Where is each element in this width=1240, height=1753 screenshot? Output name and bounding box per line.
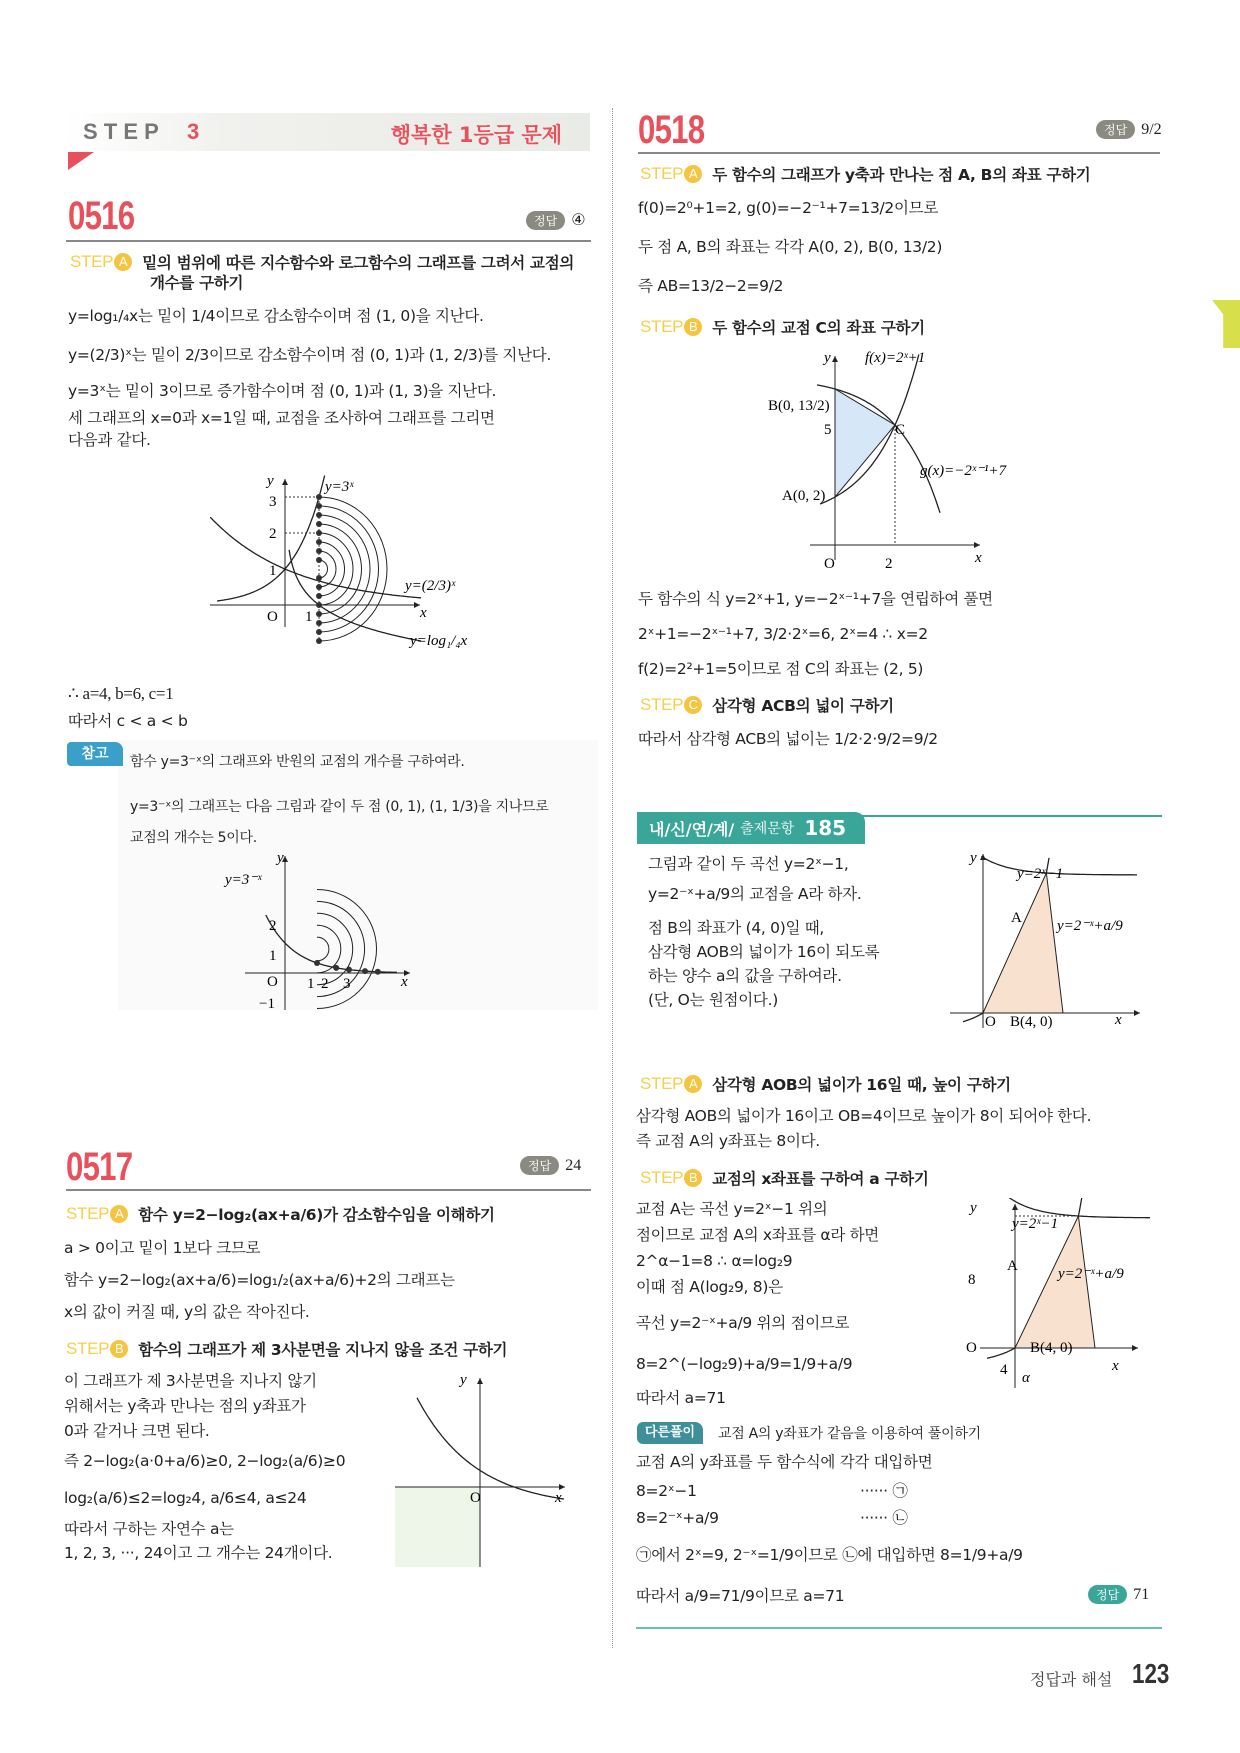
step-label: S T E P (83, 119, 159, 144)
text-line: 세 그래프의 x=0과 x=1일 때, 교점을 조사하여 그래프를 그리면 (68, 409, 495, 427)
tick-2: 2 (269, 918, 277, 934)
tick-x2: 2 (321, 976, 329, 992)
semicircle (317, 937, 329, 961)
origin-label: O (267, 609, 278, 625)
problem-line: 그림과 같이 두 곡선 y=2ˣ−1, (648, 855, 849, 873)
axis-label-x: x (1112, 1358, 1119, 1374)
column-divider (612, 108, 613, 1648)
problem-line: (단, O는 원점이다.) (648, 991, 778, 1009)
graph-note (215, 848, 435, 1013)
text-line: x의 값이 커질 때, y의 값은 작아진다. (64, 1303, 310, 1321)
tick-x2: 2 (885, 556, 893, 572)
step-title: 삼각형 AOB의 넓이가 16일 때, 높이 구하기 (712, 1076, 1011, 1094)
step-b: STEP B 두 함수의 교점 C의 좌표 구하기 (640, 317, 925, 337)
answer (1096, 120, 1162, 139)
answer (520, 1156, 581, 1175)
axis-label-y: y (824, 350, 831, 366)
answer (526, 210, 586, 230)
problem-line: 점 B의 좌표가 (4, 0)일 때, (648, 919, 825, 937)
tick-x1: 1 (305, 609, 313, 625)
step-title: 함수 y=2−log₂(ax+a/6)가 감소함수임을 이해하기 (138, 1206, 495, 1224)
text-line: 교점 A는 곡선 y=2ˣ−1 위의 (636, 1200, 828, 1218)
text-line: 8=2ˣ−1 (636, 1482, 697, 1500)
answer-badge: 정답 (526, 211, 565, 230)
axis-label-y: y (460, 1372, 467, 1388)
text-line: y=3ˣ는 밑이 3이므로 증가함수이며 점 (0, 1)과 (1, 3)을 지난다. (68, 382, 497, 400)
text-line: f(0)=2⁰+1=2, g(0)=−2⁻¹+7=13/2이므로 (638, 199, 939, 217)
point-a-label: A (1007, 1258, 1018, 1274)
step-title: 교점의 x좌표를 구하여 a 구하기 (712, 1170, 929, 1188)
answer-value: 71 (1133, 1585, 1150, 1603)
teal-rule (636, 1627, 1162, 1629)
graph-0516 (205, 475, 505, 655)
note-question: 함수 y=3⁻ˣ의 그래프와 반원의 교점의 개수를 구하여라. (130, 754, 465, 770)
graph-185-solution (940, 1198, 1150, 1393)
axis-label-y: y (267, 475, 274, 489)
alpha-label: α (1022, 1370, 1030, 1386)
text-line: y=(2/3)ˣ는 밑이 2/3이므로 감소함수이며 점 (0, 1)과 (1, 2/3)를 지난다. (68, 346, 552, 364)
point-b-label: B(0, 13/2) (768, 398, 830, 414)
curve-2negx (1003, 1198, 1151, 1218)
text-line: 즉 AB=13/2−2=9/2 (638, 277, 784, 295)
step-b: STEP B 함수의 그래프가 제 3사분면을 지나지 않을 조건 구하기 (66, 1339, 508, 1359)
point-a-label: A(0, 2) (782, 488, 826, 504)
origin-label: O (966, 1340, 977, 1356)
label-23x: y=(2/3)ˣ (405, 578, 456, 594)
tick-1: 1 (269, 563, 277, 579)
alt-solution-title: 교점 A의 y좌표가 같음을 이용하여 풀이하기 (718, 1426, 981, 1442)
f1-label: y=2ˣ−1 (1012, 1216, 1059, 1232)
banner-sub: 출제문항 (740, 821, 795, 837)
text-line: 위해서는 y축과 만나는 점의 y좌표가 (64, 1397, 306, 1415)
result-line: ∴ a=4, b=6, c=1 (68, 684, 174, 703)
point-c-label: C (895, 422, 906, 438)
banner-title: 내/신/연/계/ (649, 819, 735, 839)
axis-label-x: x (555, 1490, 562, 1506)
text-line: log₂(a/6)≤2=log₂4, a/6≤4, a≤24 (64, 1489, 307, 1507)
note-badge: 참고 (67, 742, 123, 766)
text-line: 따라서 a=71 (636, 1389, 726, 1407)
axis-label-y: y (970, 850, 977, 866)
triangle-aob (983, 873, 1063, 1013)
step-title-cont: 개수를 구하기 (150, 274, 244, 292)
text-line: 두 점 A, B의 좌표는 각각 A(0, 2), B(0, 13/2) (638, 238, 943, 256)
label-log: y=log₁/₄x (410, 633, 468, 649)
divider (66, 240, 591, 242)
origin-label: O (985, 1014, 996, 1030)
side-tab (1212, 300, 1240, 348)
decreasing-curve (417, 1398, 564, 1499)
problem-number: 0518 (638, 108, 705, 152)
text-line: 교점 A의 y좌표를 두 함수식에 각각 대입하면 (636, 1453, 933, 1471)
f-label: f(x)=2ˣ+1 (865, 350, 926, 366)
axis-label-x: x (401, 974, 408, 990)
graph-0517 (385, 1372, 575, 1572)
page-number: 123 (1132, 1658, 1170, 1689)
third-quadrant-shade (395, 1487, 480, 1567)
axis-label-x: x (1115, 1012, 1122, 1028)
text-line: 8=2⁻ˣ+a/9 (636, 1509, 719, 1527)
step-c: STEP C 삼각형 ACB의 넓이 구하기 (640, 695, 894, 715)
step-title: 함수의 그래프가 제 3사분면을 지나지 않을 조건 구하기 (138, 1341, 508, 1359)
text-line: a > 0이고 밑이 1보다 크므로 (64, 1239, 261, 1257)
text-line: 즉 2−log₂(a·0+a/6)≥0, 2−log₂(a/6)≥0 (64, 1452, 346, 1470)
origin-label: O (470, 1490, 481, 1506)
text-line: 즉 교점 A의 y좌표는 8이다. (636, 1132, 820, 1150)
step-title: 두 함수의 그래프가 y축과 만나는 점 A, B의 좌표 구하기 (712, 166, 1091, 184)
problem-number: 0516 (68, 194, 135, 238)
text-line: 두 함수의 식 y=2ˣ+1, y=−2ˣ⁻¹+7을 연립하여 풀면 (638, 590, 993, 608)
step-a: STEP A 밑의 범위에 따른 지수함수와 로그함수의 그래프를 그려서 교점의 (70, 252, 575, 272)
text-line: ㉠에서 2ˣ=9, 2⁻ˣ=1/9이므로 ㉡에 대입하면 8=1/9+a/9 (636, 1546, 1023, 1564)
step-a: STEP A 두 함수의 그래프가 y축과 만나는 점 A, B의 좌표 구하기 (640, 164, 1091, 184)
equation-marker: ······ ㉠ (860, 1482, 908, 1500)
f2-label: y=2⁻ˣ+a/9 (1057, 918, 1123, 934)
divider (638, 152, 1160, 154)
step-number: 3 (187, 119, 200, 144)
text-line: 따라서 삼각형 ACB의 넓이는 1/2·2·9/2=9/2 (638, 730, 938, 748)
note-line: y=3⁻ˣ의 그래프는 다음 그림과 같이 두 점 (0, 1), (1, 1/3)을 지나므로 (130, 799, 549, 815)
g-label: g(x)=−2ˣ⁻¹+7 (920, 463, 1007, 479)
label-3x: y=3ˣ (325, 479, 354, 495)
tick-3: 3 (269, 494, 277, 510)
answer-value: 24 (565, 1156, 582, 1174)
text-line: 2ˣ+1=−2ˣ⁻¹+7, 3/2·2ˣ=6, 2ˣ=4 ∴ x=2 (638, 625, 928, 643)
answer-value: ④ (571, 212, 586, 229)
text-line: 곡선 y=2⁻ˣ+a/9 위의 점이므로 (636, 1314, 850, 1332)
origin-label: O (267, 974, 278, 990)
text-line: 이때 점 A(log₂9, 8)은 (636, 1278, 783, 1296)
text-line: 이 그래프가 제 3사분면을 지나지 않기 (64, 1372, 317, 1390)
text-line: f(2)=2²+1=5이므로 점 C의 좌표는 (2, 5) (638, 660, 924, 678)
problem-number: 0517 (66, 1145, 133, 1189)
f1-label: y=2ˣ−1 (1017, 866, 1064, 882)
note-line: 교점의 개수는 5이다. (130, 830, 257, 846)
text-line: 점이므로 교점 A의 x좌표를 α라 하면 (636, 1226, 879, 1244)
curve-23x (210, 517, 421, 598)
banner-number: 185 (804, 816, 847, 840)
intersection-dot (375, 969, 381, 975)
alt-solution-badge: 다른풀이 (637, 1422, 703, 1444)
text-line: 8=2^(−log₂9)+a/9=1/9+a/9 (636, 1355, 853, 1373)
tick-5: 5 (824, 422, 832, 438)
origin-label: O (824, 556, 835, 572)
divider (66, 1189, 591, 1191)
curve-label: y=3⁻ˣ (225, 872, 262, 888)
axis-label-x: x (975, 550, 982, 566)
answer-value: 9/2 (1141, 120, 1162, 138)
tick-x1: 1 (307, 976, 315, 992)
step-b: STEP B 교점의 x좌표를 구하여 a 구하기 (640, 1168, 929, 1188)
triangle-aob (1015, 1216, 1095, 1348)
step-a: STEP A 함수 y=2−log₂(ax+a/6)가 감소함수임을 이해하기 (66, 1204, 495, 1224)
footer-label: 정답과 해설 (1030, 1670, 1113, 1689)
text-line: 삼각형 AOB의 넓이가 16이고 OB=4이므로 높이가 8이 되어야 한다. (636, 1107, 1092, 1125)
text-line: 따라서 구하는 자연수 a는 (64, 1520, 234, 1538)
semicircle (317, 913, 353, 984)
tick-1: 1 (269, 948, 277, 964)
tick-2: 2 (269, 526, 277, 542)
step-title: 두 함수의 교점 C의 좌표 구하기 (712, 319, 925, 337)
point-b-label: B(4, 0) (1030, 1340, 1073, 1356)
axis-label-x: x (420, 605, 427, 621)
step-title: 삼각형 ACB의 넓이 구하기 (712, 697, 894, 715)
intersection-dot (362, 968, 368, 974)
f2-label: y=2⁻ˣ+a/9 (1058, 1266, 1124, 1282)
axis-label-y: y (277, 850, 284, 866)
problem-line: 하는 양수 a의 값을 구하여라. (648, 967, 842, 985)
axis-label-y: y (970, 1200, 977, 1216)
semicircle (319, 542, 345, 596)
problem-line: 삼각형 AOB의 넓이가 16이 되도록 (648, 943, 880, 961)
conclusion-line: 따라서 c < a < b (68, 712, 188, 730)
semicircle (319, 524, 362, 614)
equation-marker: ······ ㉡ (860, 1509, 908, 1527)
answer-badge: 정답 (1088, 1585, 1127, 1604)
section-title: 행복한 1등급 문제 (390, 123, 562, 147)
point-b-label: B(4, 0) (1010, 1014, 1053, 1030)
text-line: y=log₁/₄x는 밑이 1/4이므로 감소함수이며 점 (1, 0)을 지난다. (68, 307, 484, 325)
tick-x3: 3 (343, 976, 351, 992)
graph-0518 (760, 340, 1020, 580)
answer-badge: 정답 (1096, 120, 1135, 139)
problem-line: y=2⁻ˣ+a/9의 교점을 A라 하자. (648, 885, 862, 903)
text-line: 2^α−1=8 ∴ α=log₂9 (636, 1252, 793, 1270)
tick-m1: −1 (259, 996, 275, 1012)
text-line: 0과 같거나 크면 된다. (64, 1422, 210, 1440)
point-a-label: A (1011, 910, 1022, 926)
text-line: 따라서 a/9=71/9이므로 a=71 (636, 1587, 845, 1605)
answer-badge: 정답 (520, 1156, 559, 1175)
tick-4: 4 (1000, 1362, 1008, 1378)
tick-8: 8 (968, 1272, 976, 1288)
text-line: 1, 2, 3, ···, 24이고 그 개수는 24개이다. (64, 1544, 333, 1562)
text-line: 다음과 같다. (68, 431, 151, 449)
graph-185 (945, 848, 1145, 1033)
banner-flag-icon (68, 152, 94, 170)
step-a: STEP A 삼각형 AOB의 넓이가 16일 때, 높이 구하기 (640, 1074, 1011, 1094)
step-title: 밑의 범위에 따른 지수함수와 로그함수의 그래프를 그려서 교점의 (142, 254, 575, 272)
text-line: 함수 y=2−log₂(ax+a/6)=log₁/₂(ax+a/6)+2의 그래프는 (64, 1271, 455, 1289)
step3-banner (65, 113, 590, 151)
intersection-dot (346, 967, 352, 973)
answer (1088, 1585, 1149, 1604)
linked-problem-banner (637, 812, 865, 844)
